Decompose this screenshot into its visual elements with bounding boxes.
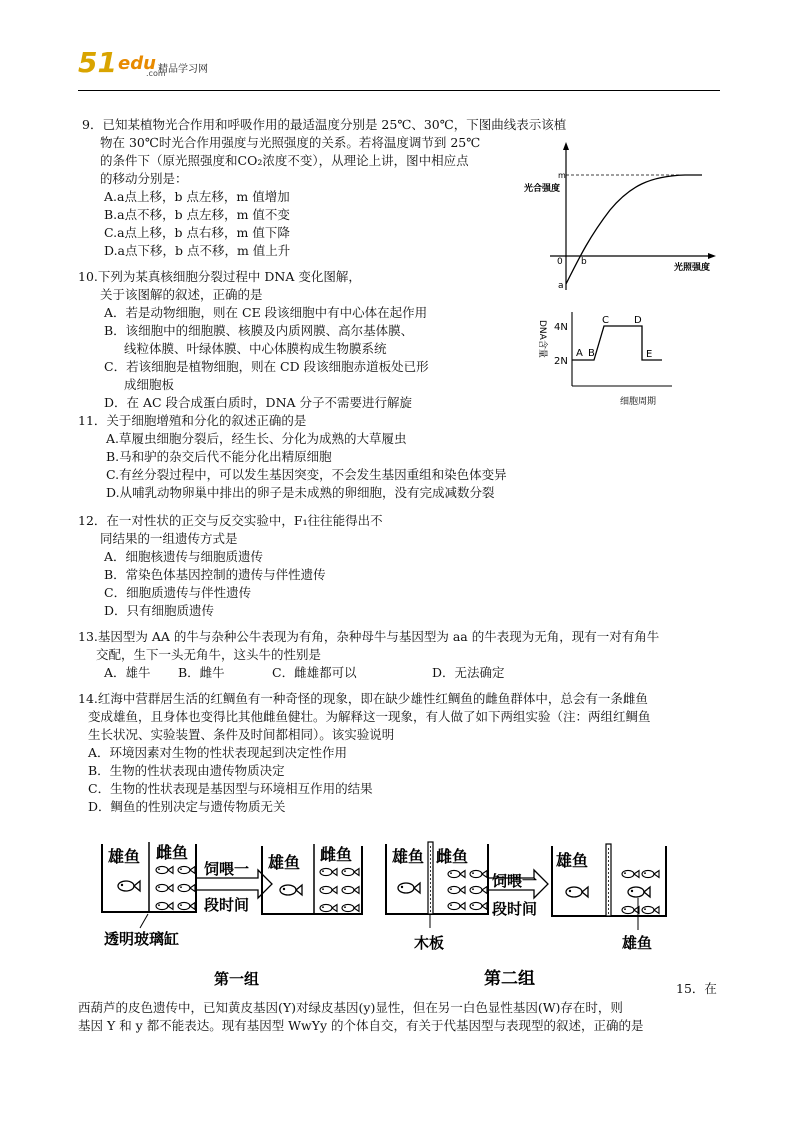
fish-icon (622, 906, 639, 913)
fish-icon (118, 881, 140, 891)
fish-icon (398, 883, 420, 893)
logo-edu: edu (118, 53, 156, 74)
group2-caption: 第二组 (484, 969, 535, 989)
q11-option-d[interactable]: D.从哺乳动物卵巢中排出的卵子是未成熟的卵细胞，没有完成减数分裂 (106, 485, 495, 500)
g2-female-label: 雌鱼 (436, 847, 469, 866)
fish-icon (642, 906, 659, 913)
fish-icon (320, 868, 337, 875)
fish-icon (470, 886, 487, 893)
q14-option-a[interactable]: A．环境因素对生物的性状表现起到决定性作用 (88, 745, 348, 760)
q14-option-d[interactable]: D．鲷鱼的性别决定与遗传物质无关 (88, 799, 286, 814)
g1-feed-label: 饲喂一 (204, 860, 250, 878)
fish-icon (628, 887, 650, 897)
q12-option-a[interactable]: A．细胞核遗传与细胞质遗传 (104, 549, 264, 564)
q14-option-b[interactable]: B．生物的性状表现由遗传物质决定 (88, 763, 285, 778)
q13-option-d[interactable]: D．无法确定 (432, 665, 505, 680)
fish-icon (342, 886, 359, 893)
q10-option-c-cont: 成细胞板 (124, 377, 175, 392)
dna-x-label: 细胞周期 (620, 397, 657, 407)
q12-option-c[interactable]: C．细胞质遗传与伴性遗传 (104, 585, 252, 600)
x-axis-arrow (708, 253, 716, 259)
group2-before (386, 842, 488, 914)
b-label: b (581, 257, 587, 267)
fish-icon (178, 884, 195, 891)
q11-option-a[interactable]: A.草履虫细胞分裂后，经生长、分化为成熟的大草履虫 (106, 431, 407, 446)
group2-after (552, 844, 666, 916)
q13-option-c[interactable]: C．雌雄都可以 (272, 665, 357, 680)
fish-icon (642, 870, 659, 877)
fish-icon (320, 886, 337, 893)
g1-male-label-2: 雄鱼 (268, 853, 301, 872)
header-divider (78, 90, 720, 91)
fish-icon (470, 902, 487, 909)
q14-stem-line-3: 生长状况、实验装置、条件及时间都相同）。该实验说明 (88, 727, 395, 742)
g2-male-label-2: 雄鱼 (556, 851, 589, 870)
q9-stem-line-2: 物在 30℃时光合作用强度与光照强度的关系。若将温度调节到 25℃ (100, 135, 481, 150)
fish-icon (156, 866, 173, 873)
fish-icon (566, 887, 588, 897)
q15-stem-line-2: 基因 Y 和 y 都不能表达。现有基因型 WwYy 的个体自交，有关于代基因型与表现型的叙述，正确的是 (78, 1018, 644, 1033)
wood-board-label: 木板 (414, 934, 445, 952)
fish-icon (178, 902, 195, 909)
point-d-label: D (634, 315, 642, 326)
dna-content-graph (532, 308, 712, 412)
q10-stem-line-2: 关于该图解的叙述，正确的是 (100, 287, 263, 302)
point-a-label: A (576, 348, 583, 359)
g1-female-label: 雌鱼 (156, 843, 189, 862)
fish-icon (470, 870, 487, 877)
fish-icon (320, 904, 337, 911)
g2-feed-label-2: 段时间 (492, 900, 538, 918)
fish-icon (156, 884, 173, 891)
q11-option-c[interactable]: C.有丝分裂过程中，可以发生基因突变，不会发生基因重组和染色体变异 (106, 467, 507, 482)
q11-option-b[interactable]: B.马和驴的杂交后代不能分化出精原细胞 (106, 449, 332, 464)
q10-stem-line-1: 10.下列为某真核细胞分裂过程中 DNA 变化图解， (78, 269, 361, 284)
glass-pointer (140, 914, 148, 928)
q9-stem-line-1: 9．已知某植物光合作用和呼吸作用的最适温度分别是 25℃、30℃，下图曲线表示该植 (82, 117, 567, 132)
site-logo (78, 44, 258, 84)
fish-experiment-figure (96, 834, 696, 994)
fish-icon (448, 886, 465, 893)
g2-male-label: 雄鱼 (392, 847, 425, 866)
m-label: m (558, 171, 566, 180)
q10-option-a[interactable]: A．若是动物细胞，则在 CE 段该细胞中有中心体在起作用 (104, 305, 428, 320)
fish-icon (622, 870, 639, 877)
photosynthesis-graph (520, 138, 720, 298)
q13-option-a[interactable]: A．雄牛 (104, 665, 151, 680)
fish-icon (156, 902, 173, 909)
q9-option-b[interactable]: B.a点不移，b 点左移，m 值不变 (104, 207, 290, 222)
fish-icon (342, 904, 359, 911)
glass-tank-label: 透明玻璃缸 (104, 930, 180, 948)
q12-option-b[interactable]: B．常染色体基因控制的遗传与伴性遗传 (104, 567, 326, 582)
q15-stem-line-1: 西葫芦的皮色遗传中，已知黄皮基因(Y)对绿皮基因(y)显性，但在另一白色显性基因(W)存在时，则 (78, 1000, 623, 1015)
q9-option-d[interactable]: D.a点下移，b 点不移，m 值上升 (104, 243, 291, 258)
q10-option-c[interactable]: C．若该细胞是植物细胞，则在 CD 段该细胞赤道板处已形 (104, 359, 429, 374)
label-4n: 4N (554, 322, 568, 333)
g1-female-label-2: 雌鱼 (320, 845, 353, 864)
group1-before (102, 842, 196, 912)
point-e-label: E (646, 349, 653, 360)
q13-stem-line-1: 13.基因型为 AA 的牛与杂种公牛表现为有角，杂种母牛与基因型为 aa 的牛表现为无角，现有一对有角牛 (78, 629, 660, 644)
fish-icon (448, 902, 465, 909)
q13-option-b[interactable]: B．雌牛 (178, 665, 225, 680)
group1-after (262, 844, 362, 914)
q10-option-d[interactable]: D．在 AC 段合成蛋白质时，DNA 分子不需要进行解旋 (104, 395, 413, 410)
q10-option-b-cont: 线粒体膜、叶绿体膜、中心体膜构成生物膜系统 (124, 341, 387, 356)
y-axis-label: 光合强度 (524, 184, 561, 194)
group1-caption: 第一组 (214, 970, 260, 988)
g1-feed-label-2: 段时间 (204, 896, 250, 914)
y-axis-arrow (563, 142, 569, 150)
q9-stem-line-3: 的条件下（原光照强度和CO₂浓度不变），从理论上讲，图中相应点 (100, 153, 469, 168)
q9-option-c[interactable]: C.a点上移，b 点右移，m 值下降 (104, 225, 290, 240)
label-2n: 2N (554, 356, 568, 367)
q12-stem-line-2: 同结果的一组遗传方式是 (100, 531, 238, 546)
q14-stem-line-2: 变成雄鱼，且身体也变得比其他雌鱼健壮。为解释这一现象，有人做了如下两组实验（注：两组红鲷鱼 (88, 709, 651, 724)
fish-icon (280, 885, 302, 895)
origin-label: 0 (557, 257, 563, 267)
fish-icon (178, 866, 195, 873)
logo-number: 51 (78, 46, 117, 79)
logo-site-name: 精品学习网 (158, 64, 208, 75)
dna-y-label: DNA含量 (537, 320, 547, 358)
q12-option-d[interactable]: D．只有细胞质遗传 (104, 603, 215, 618)
a-label: a (558, 281, 564, 291)
q10-option-b[interactable]: B．该细胞中的细胞膜、核膜及内质网膜、高尔基体膜、 (104, 323, 414, 338)
point-b-label: B (588, 348, 595, 359)
fish-icon (448, 870, 465, 877)
q14-stem-line-1: 14.红海中营群居生活的红鲷鱼有一种奇怪的现象，即在缺少雄性红鲷鱼的雌鱼群体中，总会有一条雌鱼 (78, 691, 648, 706)
q13-stem-line-2: 交配，生下一头无角牛，这头牛的性别是 (96, 647, 322, 662)
g2-feed-label: 饲喂一 (492, 872, 538, 890)
new-male-label: 雄鱼 (622, 934, 653, 952)
q14-option-c[interactable]: C．生物的性状表现是基因型与环境相互作用的结果 (88, 781, 373, 796)
g1-male-label: 雄鱼 (108, 847, 141, 866)
q11-stem: 11．关于细胞增殖和分化的叙述正确的是 (78, 413, 307, 428)
fish-icon (342, 868, 359, 875)
q12-stem-line-1: 12．在一对性状的正交与反交实验中，F₁往往能得出不 (78, 513, 383, 528)
x-axis-label: 光照强度 (674, 263, 711, 273)
point-c-label: C (602, 315, 609, 326)
q9-stem-line-4: 的移动分别是： (100, 171, 188, 186)
q9-option-a[interactable]: A.a点上移，b 点左移，m 值增加 (104, 189, 290, 204)
logo-com: .com (146, 69, 166, 78)
q15-number: 15．在 (676, 981, 717, 996)
